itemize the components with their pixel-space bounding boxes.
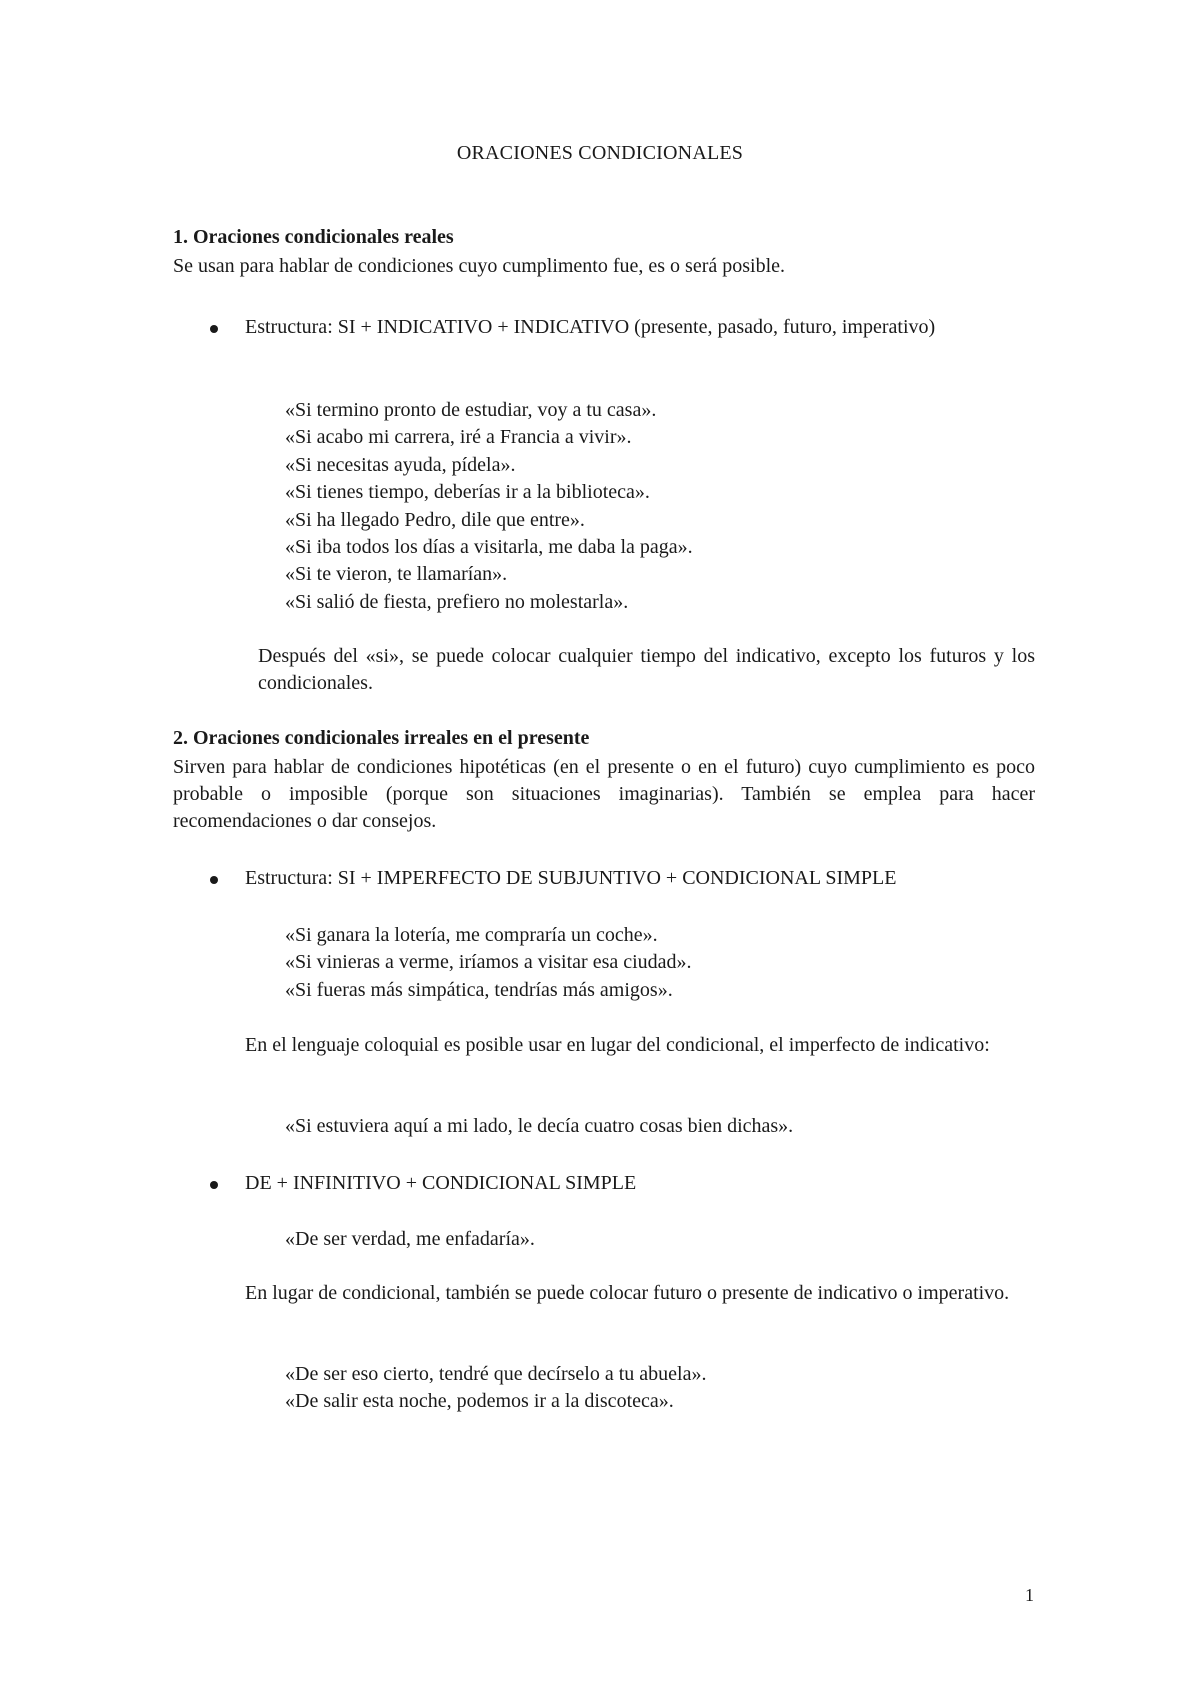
example-line: «De ser verdad, me enfadaría». — [285, 1228, 535, 1250]
bullet-icon — [210, 876, 218, 884]
section-2-structure-de: DE + INFINITIVO + CONDICIONAL SIMPLE — [245, 1172, 637, 1194]
note-1-example — [285, 1113, 793, 1140]
note-2-examples — [285, 1361, 706, 1416]
example-line: «De salir esta noche, podemos ir a la discoteca». — [285, 1390, 674, 1413]
example-line: «De ser eso cierto, tendré que decírselo a tu abuela». — [285, 1363, 707, 1385]
example-line: «Si fueras más simpática, tendrías más amigos». — [285, 978, 673, 1001]
example-line: «Si estuviera aquí a mi lado, le decía cuatro cosas bien dichas». — [285, 1115, 794, 1137]
section-1-heading: 1. Oraciones condicionales reales — [173, 226, 454, 248]
page-title: ORACIONES CONDICIONALES — [456, 142, 744, 164]
example-line: «Si termino pronto de estudiar, voy a tu casa». — [285, 399, 657, 421]
example-line: «Si te vieron, te llamarían». — [285, 563, 508, 586]
bullet-icon — [210, 325, 218, 333]
example-line: «Si ganara la lotería, me compraría un coche». — [285, 924, 658, 946]
page-number: 1 — [1025, 1585, 1034, 1605]
bullet-2-example — [285, 1226, 535, 1253]
section-2-note-2: En lugar de condicional, también se puede colocar futuro o presente de indicativo o imperativo. — [245, 1282, 1010, 1304]
section-1-intro: Se usan para hablar de condiciones cuyo cumplimento fue, es o será posible. — [173, 255, 786, 277]
section-2-note-1: En el lenguaje coloquial es posible usar en lugar del condicional, el imperfecto de indicativo: — [245, 1034, 990, 1056]
example-line: «Si salió de fiesta, prefiero no molestarla». — [285, 590, 629, 613]
example-line: «Si vinieras a verme, iríamos a visitar esa ciudad». — [285, 951, 692, 974]
example-line: «Si acabo mi carrera, iré a Francia a vivir». — [285, 426, 632, 449]
section-2-structure: Estructura: SI + IMPERFECTO DE SUBJUNTIVO + CONDICIONAL SIMPLE — [245, 867, 897, 889]
bullet-icon — [210, 1181, 218, 1189]
section-1-structure: Estructura: SI + INDICATIVO + INDICATIVO (presente, pasado, futuro, imperativo) — [245, 316, 936, 338]
section-2-intro: Sirven para hablar de condiciones hipotéticas (en el presente o en el futuro) cuyo cumplimiento es poco probable o imposible (porque son situaciones imaginarias). También se emplea para hacer recomendaciones o dar consejos. — [173, 756, 1035, 832]
section-2-examples — [285, 922, 692, 1004]
example-line: «Si iba todos los días a visitarla, me daba la paga». — [285, 536, 693, 559]
section-1-examples — [285, 397, 693, 616]
example-line: «Si necesitas ayuda, pídela». — [285, 453, 516, 476]
example-line: «Si tienes tiempo, deberías ir a la biblioteca». — [285, 481, 650, 504]
section-2-heading: 2. Oraciones condicionales irreales en el presente — [173, 727, 590, 749]
example-line: «Si ha llegado Pedro, dile que entre». — [285, 508, 585, 531]
section-1-note: Después del «si», se puede colocar cualquier tiempo del indicativo, excepto los futuros y los condicionales. — [258, 645, 1035, 694]
